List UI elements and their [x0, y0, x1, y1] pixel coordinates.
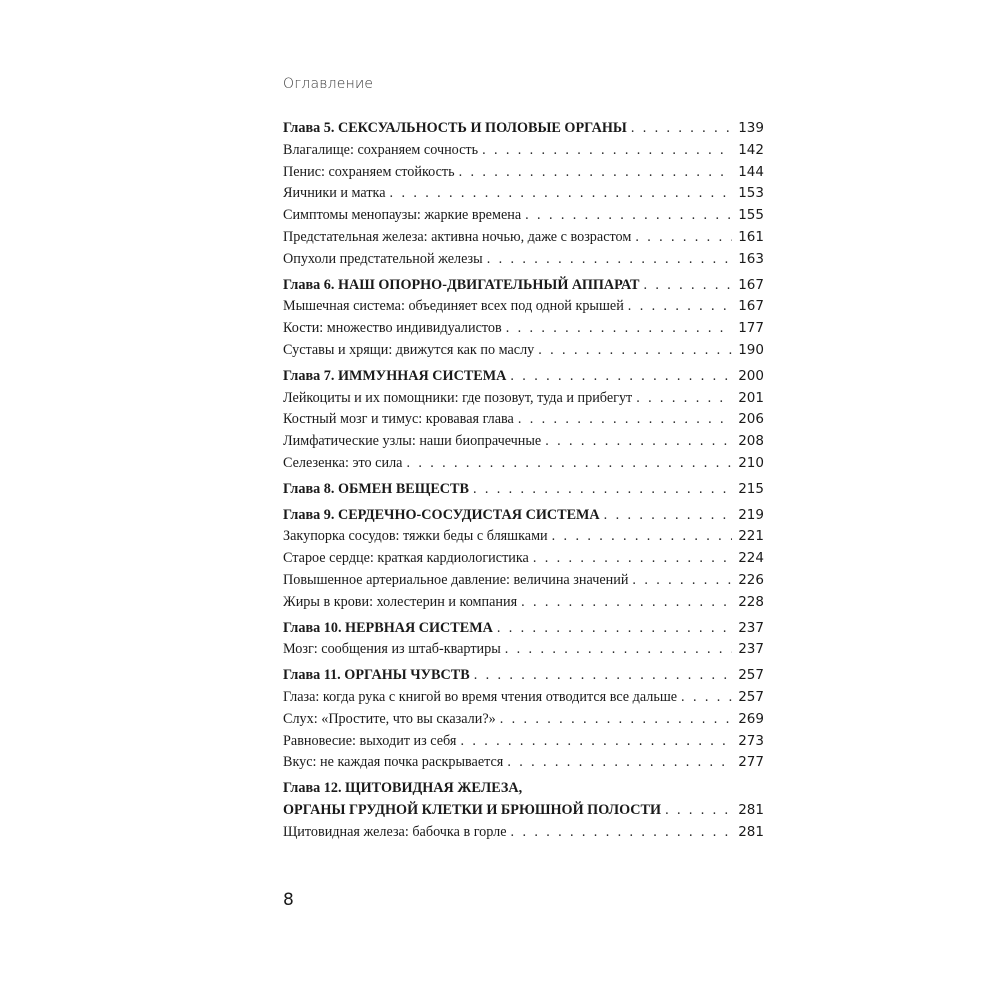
dot-leader [632, 570, 732, 592]
dot-leader [474, 665, 733, 687]
toc-section-chapter-10 [283, 618, 764, 662]
chapter-page-number: 167 [738, 276, 764, 293]
entry-title: Вкус: не каждая почка раскрывается [283, 754, 504, 771]
toc-entry-row[interactable] [283, 453, 764, 475]
entry-title: Мышечная система: объединяет всех под одной крышей [283, 298, 624, 315]
entry-title: Костный мозг и тимус: кровавая глава [283, 411, 514, 428]
entry-page-number: 153 [738, 185, 764, 202]
dot-leader [406, 453, 732, 475]
entry-title: Старое сердце: краткая кардиологистика [283, 550, 529, 567]
entry-title: Повышенное артериальное давление: величина значений [283, 571, 629, 588]
dot-leader [507, 752, 732, 774]
dot-leader [473, 479, 732, 501]
toc-chapter-row[interactable] [283, 118, 764, 140]
chapter-page-number: 215 [738, 480, 764, 497]
entry-page-number: 161 [738, 228, 764, 245]
dot-leader [521, 592, 732, 614]
dot-leader [636, 388, 732, 410]
entry-page-number: 206 [738, 411, 764, 428]
toc-entry-row[interactable] [283, 548, 764, 570]
toc-entry-row[interactable] [283, 409, 764, 431]
toc-entry-row[interactable] [283, 709, 764, 731]
toc-chapter-row[interactable] [283, 665, 764, 687]
chapter-title: Глава 7. ИММУННАЯ СИСТЕМА [283, 367, 507, 384]
toc-chapter-row[interactable] [283, 800, 764, 822]
entry-title: Суставы и хрящи: движутся как по маслу [283, 341, 535, 358]
toc-entry-row[interactable] [283, 318, 764, 340]
dot-leader [643, 275, 732, 297]
chapter-title: Глава 6. НАШ ОПОРНО-ДВИГАТЕЛЬНЫЙ АППАРАТ [283, 276, 640, 293]
entry-page-number: 177 [738, 320, 764, 337]
toc-entry-row[interactable] [283, 731, 764, 753]
entry-title: Яичники и матка [283, 185, 386, 202]
entry-title: Лимфатические узлы: наши биопрачечные [283, 433, 542, 450]
dot-leader [506, 318, 733, 340]
entry-title: Селезенка: это сила [283, 454, 403, 471]
toc-entry-row[interactable] [283, 822, 764, 844]
toc-section-chapter-12 [283, 778, 764, 843]
dot-leader [552, 526, 733, 548]
chapter-page-number: 139 [738, 120, 764, 136]
entry-page-number: 226 [738, 571, 764, 588]
toc-entry-row[interactable] [283, 570, 764, 592]
dot-leader [635, 227, 732, 249]
dot-leader [460, 731, 732, 753]
toc-section-chapter-8 [283, 479, 764, 501]
entry-title: Закупорка сосудов: тяжки беды с бляшками [283, 528, 548, 545]
dot-leader [511, 822, 733, 844]
dot-leader [505, 639, 732, 661]
page-number: 8 [283, 890, 294, 910]
toc-entry-row[interactable] [283, 140, 764, 162]
entry-page-number: 144 [738, 163, 764, 180]
toc-section-chapter-5 [283, 118, 764, 271]
chapter-title: Глава 5. СЕКСУАЛЬНОСТЬ И ПОЛОВЫЕ ОРГАНЫ [283, 120, 627, 136]
dot-leader [482, 140, 732, 162]
toc-entry-row[interactable] [283, 249, 764, 271]
toc-entry-row[interactable] [283, 296, 764, 318]
dot-leader [497, 618, 732, 640]
dot-leader [545, 431, 732, 453]
toc-entry-row[interactable] [283, 227, 764, 249]
entry-title: Симптомы менопаузы: жаркие времена [283, 207, 522, 224]
toc-entry-row[interactable] [283, 431, 764, 453]
entry-page-number: 237 [738, 641, 764, 658]
entry-page-number: 257 [738, 688, 764, 705]
entry-page-number: 221 [738, 528, 764, 545]
chapter-title-line-1: Глава 12. ЩИТОВИДНАЯ ЖЕЛЕЗА, [283, 780, 523, 797]
dot-leader [538, 340, 732, 362]
chapter-page-number: 219 [738, 506, 764, 523]
entry-page-number: 201 [738, 389, 764, 406]
chapter-title: Глава 8. ОБМЕН ВЕЩЕСТВ [283, 480, 469, 497]
dot-leader [459, 162, 733, 184]
entry-page-number: 277 [738, 754, 764, 771]
entry-title: Пенис: сохраняем стойкость [283, 163, 455, 180]
dot-leader [500, 709, 733, 731]
toc-chapter-row[interactable] [283, 275, 764, 297]
entry-page-number: 167 [738, 298, 764, 315]
entry-title: Глаза: когда рука с книгой во время чтения отводится все дальше [283, 688, 678, 705]
entry-page-number: 281 [738, 823, 764, 840]
dot-leader [510, 366, 732, 388]
running-header-title: Оглавление [283, 76, 374, 92]
entry-title: Лейкоциты и их помощники: где позовут, туда и прибегут [283, 389, 633, 406]
entry-page-number: 224 [738, 550, 764, 567]
dot-leader [628, 296, 732, 318]
toc-entry-row[interactable] [283, 592, 764, 614]
toc-chapter-row[interactable] [283, 618, 764, 640]
dot-leader [518, 409, 732, 431]
toc-chapter-row[interactable] [283, 505, 764, 527]
toc-entry-row[interactable] [283, 526, 764, 548]
entry-title: Слух: «Простите, что вы сказали?» [283, 710, 496, 727]
entry-title: Щитовидная железа: бабочка в горле [283, 823, 507, 840]
dot-leader [665, 800, 732, 822]
toc-chapter-row-line-1[interactable] [283, 778, 764, 800]
entry-title: Мозг: сообщения из штаб-квартиры [283, 641, 501, 658]
chapter-title: Глава 9. СЕРДЕЧНО-СОСУДИСТАЯ СИСТЕМА [283, 506, 600, 523]
entry-title: Кости: множество индивидуалистов [283, 320, 502, 337]
chapter-page-number: 257 [738, 667, 764, 684]
toc-entry-row[interactable] [283, 183, 764, 205]
toc-entry-row[interactable] [283, 687, 764, 709]
chapter-page-number: 281 [738, 801, 764, 818]
entry-page-number: 142 [738, 141, 764, 158]
dot-leader [631, 118, 732, 140]
dot-leader [533, 548, 732, 570]
entry-page-number: 210 [738, 454, 764, 471]
entry-title: Опухоли предстательной железы [283, 250, 483, 267]
entry-title: Предстательная железа: активна ночью, даже с возрастом [283, 228, 632, 245]
dot-leader [525, 205, 732, 227]
entry-title: Жиры в крови: холестерин и компания [283, 593, 518, 610]
entry-title: Равновесие: выходит из себя [283, 732, 457, 749]
dot-leader [604, 505, 733, 527]
table-of-contents [283, 118, 764, 848]
entry-page-number: 273 [738, 732, 764, 749]
toc-entry-row[interactable] [283, 388, 764, 410]
dot-leader [390, 183, 733, 205]
entry-page-number: 269 [738, 710, 764, 727]
chapter-title: Глава 10. НЕРВНАЯ СИСТЕМА [283, 619, 493, 636]
dot-leader [681, 687, 732, 709]
toc-section-chapter-11 [283, 665, 764, 774]
toc-section-chapter-6 [283, 275, 764, 362]
dot-leader [487, 249, 733, 271]
entry-page-number: 228 [738, 593, 764, 610]
toc-section-chapter-7 [283, 366, 764, 475]
entry-page-number: 190 [738, 341, 764, 358]
toc-entry-row[interactable] [283, 752, 764, 774]
entry-title: Влагалище: сохраняем сочность [283, 141, 479, 158]
chapter-page-number: 200 [738, 367, 764, 384]
entry-page-number: 163 [738, 250, 764, 267]
entry-page-number: 208 [738, 433, 764, 450]
toc-chapter-row[interactable] [283, 479, 764, 501]
toc-section-chapter-9 [283, 505, 764, 614]
chapter-title: ОРГАНЫ ГРУДНОЙ КЛЕТКИ И БРЮШНОЙ ПОЛОСТИ [283, 801, 662, 818]
toc-chapter-row[interactable] [283, 366, 764, 388]
toc-entry-row[interactable] [283, 162, 764, 184]
entry-page-number: 155 [738, 207, 764, 224]
chapter-page-number: 237 [738, 619, 764, 636]
toc-entry-row[interactable] [283, 205, 764, 227]
toc-entry-row[interactable] [283, 340, 764, 362]
chapter-title: Глава 11. ОРГАНЫ ЧУВСТВ [283, 667, 470, 684]
toc-entry-row[interactable] [283, 639, 764, 661]
